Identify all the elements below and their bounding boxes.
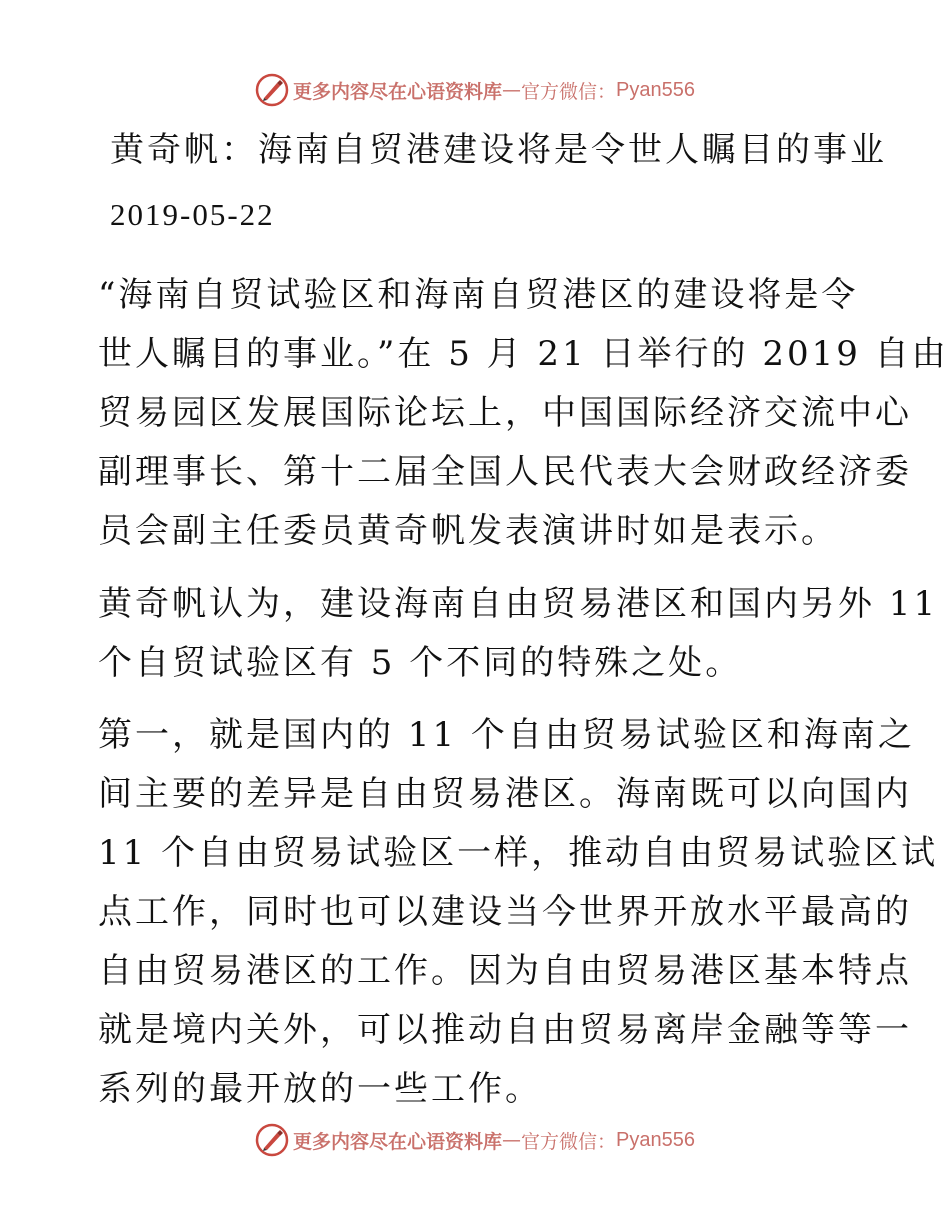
official-label: 官方微信：: [521, 80, 617, 103]
text-line: 间主要的差异是自由贸易港区。海南既可以向国内: [98, 774, 912, 814]
text-line: 个自贸试验区有 5 个不同的特殊之处。: [98, 643, 743, 683]
text-line: 世人瞩目的事业。”在 5 月 21 日举行的 2019 自由: [98, 334, 949, 374]
text-line: 11 个自由贸易试验区一样，推动自由贸易试验区试: [98, 833, 939, 873]
pen-logo-icon: [255, 1123, 289, 1157]
paragraph-3: [98, 706, 938, 1119]
paragraph-1: [98, 266, 949, 561]
wechat-id: Pyan556: [616, 1128, 695, 1151]
promo-text: 更多内容尽在心语资料库: [293, 1130, 503, 1153]
text-line: 系列的最开放的一些工作。: [98, 1069, 542, 1109]
text-line: 就是境内关外，可以推动自由贸易离岸金融等等一: [98, 1010, 912, 1050]
official-label: 官方微信：: [521, 1130, 617, 1153]
text-line: 黄奇帆认为，建设海南自由贸易港区和国内另外 11: [98, 584, 939, 624]
separator-dash: —: [502, 1129, 522, 1151]
text-line: “海南自贸试验区和海南自贸港区的建设将是令: [98, 275, 859, 315]
text-line: 第一，就是国内的 11 个自由贸易试验区和海南之: [98, 715, 915, 755]
text-line: 副理事长、第十二届全国人民代表大会财政经济委: [98, 452, 912, 492]
paragraph-2: [98, 575, 938, 693]
footer-watermark: [0, 1120, 950, 1160]
article-title: 黄奇帆：海南自贸港建设将是令世人瞩目的事业: [110, 130, 887, 170]
wechat-id: Pyan556: [616, 78, 695, 101]
header-watermark: [0, 70, 950, 110]
text-line: 员会副主任委员黄奇帆发表演讲时如是表示。: [98, 511, 838, 551]
promo-text: 更多内容尽在心语资料库: [293, 80, 503, 103]
text-line: 自由贸易港区的工作。因为自由贸易港区基本特点: [98, 951, 912, 991]
separator-dash: —: [502, 79, 522, 101]
text-line: 点工作，同时也可以建设当今世界开放水平最高的: [98, 892, 912, 932]
article-date: 2019-05-22: [110, 197, 275, 232]
pen-logo-icon: [255, 73, 289, 107]
text-line: 贸易园区发展国际论坛上，中国国际经济交流中心: [98, 393, 912, 433]
